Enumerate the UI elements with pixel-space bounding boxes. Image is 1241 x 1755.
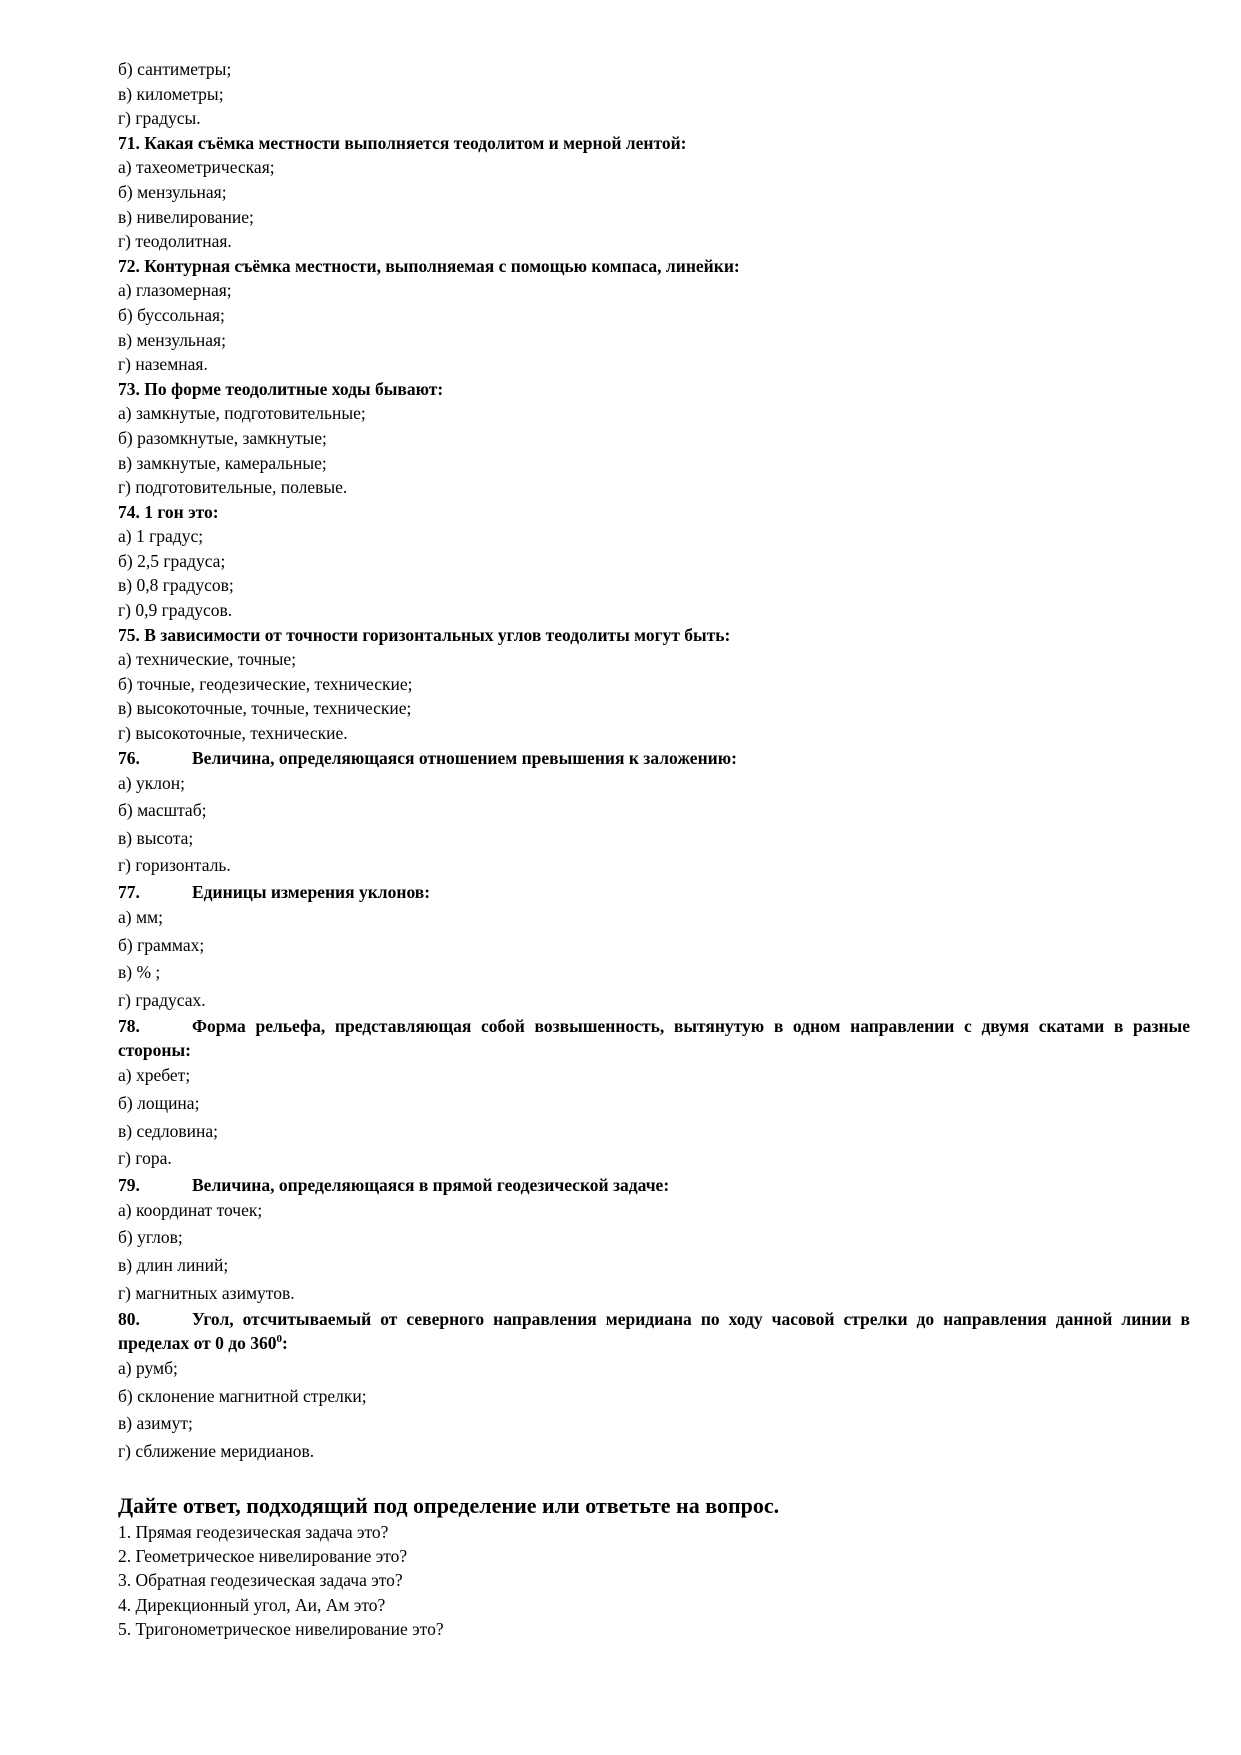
question-text: 75. В зависимости от точности горизонтальных углов теодолиты могут быть: xyxy=(118,624,731,645)
answer-option: б) сантиметры; xyxy=(118,59,232,79)
question-79 xyxy=(118,1173,1190,1307)
question-text: Единицы измерения уклонов: xyxy=(192,882,431,902)
answer-option: б) 2,5 градуса; xyxy=(118,550,226,571)
question-text: 71. Какая съёмка местности выполняется теодолитом и мерной лентой: xyxy=(118,132,687,153)
question-72 xyxy=(118,254,1190,377)
question-heading xyxy=(118,746,1190,770)
answer-option: г) подготовительные, полевые. xyxy=(118,477,348,498)
answer-option: б) лощина; xyxy=(118,1092,200,1113)
open-question: 1. Прямая геодезическая задача это? xyxy=(118,1521,389,1542)
answer-option: б) склонение магнитной стрелки; xyxy=(118,1385,367,1406)
answer-option: а) координат точек; xyxy=(118,1199,263,1220)
question-78 xyxy=(118,1014,1190,1172)
answer-option: а) замкнутые, подготовительные; xyxy=(118,403,366,424)
question-heading xyxy=(118,1307,1190,1355)
answer-option: а) глазомерная; xyxy=(118,280,232,301)
answer-option: г) магнитных азимутов. xyxy=(118,1282,295,1303)
answer-option: в) километры; xyxy=(118,83,224,104)
open-question: 3. Обратная геодезическая задача это? xyxy=(118,1570,403,1591)
question-76 xyxy=(118,746,1190,880)
question-number: 79. xyxy=(118,1174,140,1195)
question-73 xyxy=(118,377,1190,500)
open-question: 5. Тригонометрическое нивелирование это? xyxy=(118,1619,444,1640)
answer-option: а) 1 градус; xyxy=(118,526,204,547)
question-number: 77. xyxy=(118,882,140,902)
question-71 xyxy=(118,131,1190,254)
question-75 xyxy=(118,623,1190,746)
answer-option: в) замкнутые, камеральные; xyxy=(118,452,327,473)
answer-option: в) азимут; xyxy=(118,1413,193,1434)
question-text: Величина, определяющаяся отношением превышения к заложению: xyxy=(192,747,737,768)
answer-option: в) высота; xyxy=(118,827,194,848)
answer-option: г) сближение меридианов. xyxy=(118,1440,315,1461)
answer-option: б) разомкнутые, замкнутые; xyxy=(118,427,327,448)
answer-option: а) мм; xyxy=(118,907,163,927)
answer-option: в) высокоточные, точные, технические; xyxy=(118,698,412,719)
question-text: 72. Контурная съёмка местности, выполняемая с помощью компаса, линейки: xyxy=(118,255,740,276)
answer-option: г) теодолитная. xyxy=(118,231,232,252)
answer-option: а) тахеометрическая; xyxy=(118,157,275,178)
answer-option: в) седловина; xyxy=(118,1120,218,1141)
answer-option: б) граммах; xyxy=(118,934,205,955)
answer-option: а) румб; xyxy=(118,1358,178,1379)
question-number: 78. xyxy=(118,1016,140,1037)
question-74 xyxy=(118,500,1190,623)
answer-option: г) горизонталь. xyxy=(118,855,231,876)
answer-option: г) градусах. xyxy=(118,989,206,1010)
question-80 xyxy=(118,1307,1190,1465)
question-77 xyxy=(118,880,1190,1014)
question-text: 74. 1 гон это: xyxy=(118,501,219,522)
answer-option: в) % ; xyxy=(118,962,161,983)
answer-option: г) 0,9 градусов. xyxy=(118,600,233,621)
question-text: 73. По форме теодолитные ходы бывают: xyxy=(118,378,444,399)
answer-option: а) уклон; xyxy=(118,772,185,793)
question-number: 76. xyxy=(118,747,140,768)
question-text: Форма рельефа, представляющая собой возвышенность, вытянутую в одном направлении с двумя скатами в разные стороны: xyxy=(118,1016,1190,1061)
answer-option: а) хребет; xyxy=(118,1065,191,1086)
answer-option: в) 0,8 градусов; xyxy=(118,575,234,596)
open-questions-section xyxy=(118,1492,1190,1642)
answer-option: б) углов; xyxy=(118,1227,183,1248)
answer-option: б) масштаб; xyxy=(118,800,207,821)
open-question: 4. Дирекционный угол, Аи, Ам это? xyxy=(118,1594,386,1615)
question-heading xyxy=(118,1173,1190,1197)
answer-option: г) гора. xyxy=(118,1148,172,1169)
answer-option: а) технические, точные; xyxy=(118,649,297,670)
answer-option: в) длин линий; xyxy=(118,1254,229,1275)
answer-option: г) градусы. xyxy=(118,108,201,129)
question-text: Угол, отсчитываемый от северного направления меридиана по ходу часовой стрелки до направления данной линии в пределах от 0 до 360 xyxy=(118,1309,1190,1354)
answer-option: в) мензульная; xyxy=(118,329,226,350)
section-title: Дайте ответ, подходящий под определение или ответьте на вопрос. xyxy=(118,1492,780,1518)
question-number: 80. xyxy=(118,1309,140,1330)
answer-option: г) наземная. xyxy=(118,354,208,375)
degree-superscript: 0 xyxy=(276,1333,283,1346)
leading-answers xyxy=(118,57,1190,131)
question-colon: : xyxy=(282,1333,288,1354)
answer-option: б) точные, геодезические, технические; xyxy=(118,673,413,694)
answer-option: б) мензульная; xyxy=(118,181,227,202)
answer-option: г) высокоточные, технические. xyxy=(118,723,348,744)
answer-option: в) нивелирование; xyxy=(118,206,254,227)
question-heading xyxy=(118,880,1190,904)
document-page xyxy=(118,57,1190,1642)
open-question: 2. Геометрическое нивелирование это? xyxy=(118,1545,408,1566)
question-text: Величина, определяющаяся в прямой геодезической задаче: xyxy=(192,1174,670,1195)
answer-option: б) буссольная; xyxy=(118,304,225,325)
question-heading xyxy=(118,1014,1190,1062)
